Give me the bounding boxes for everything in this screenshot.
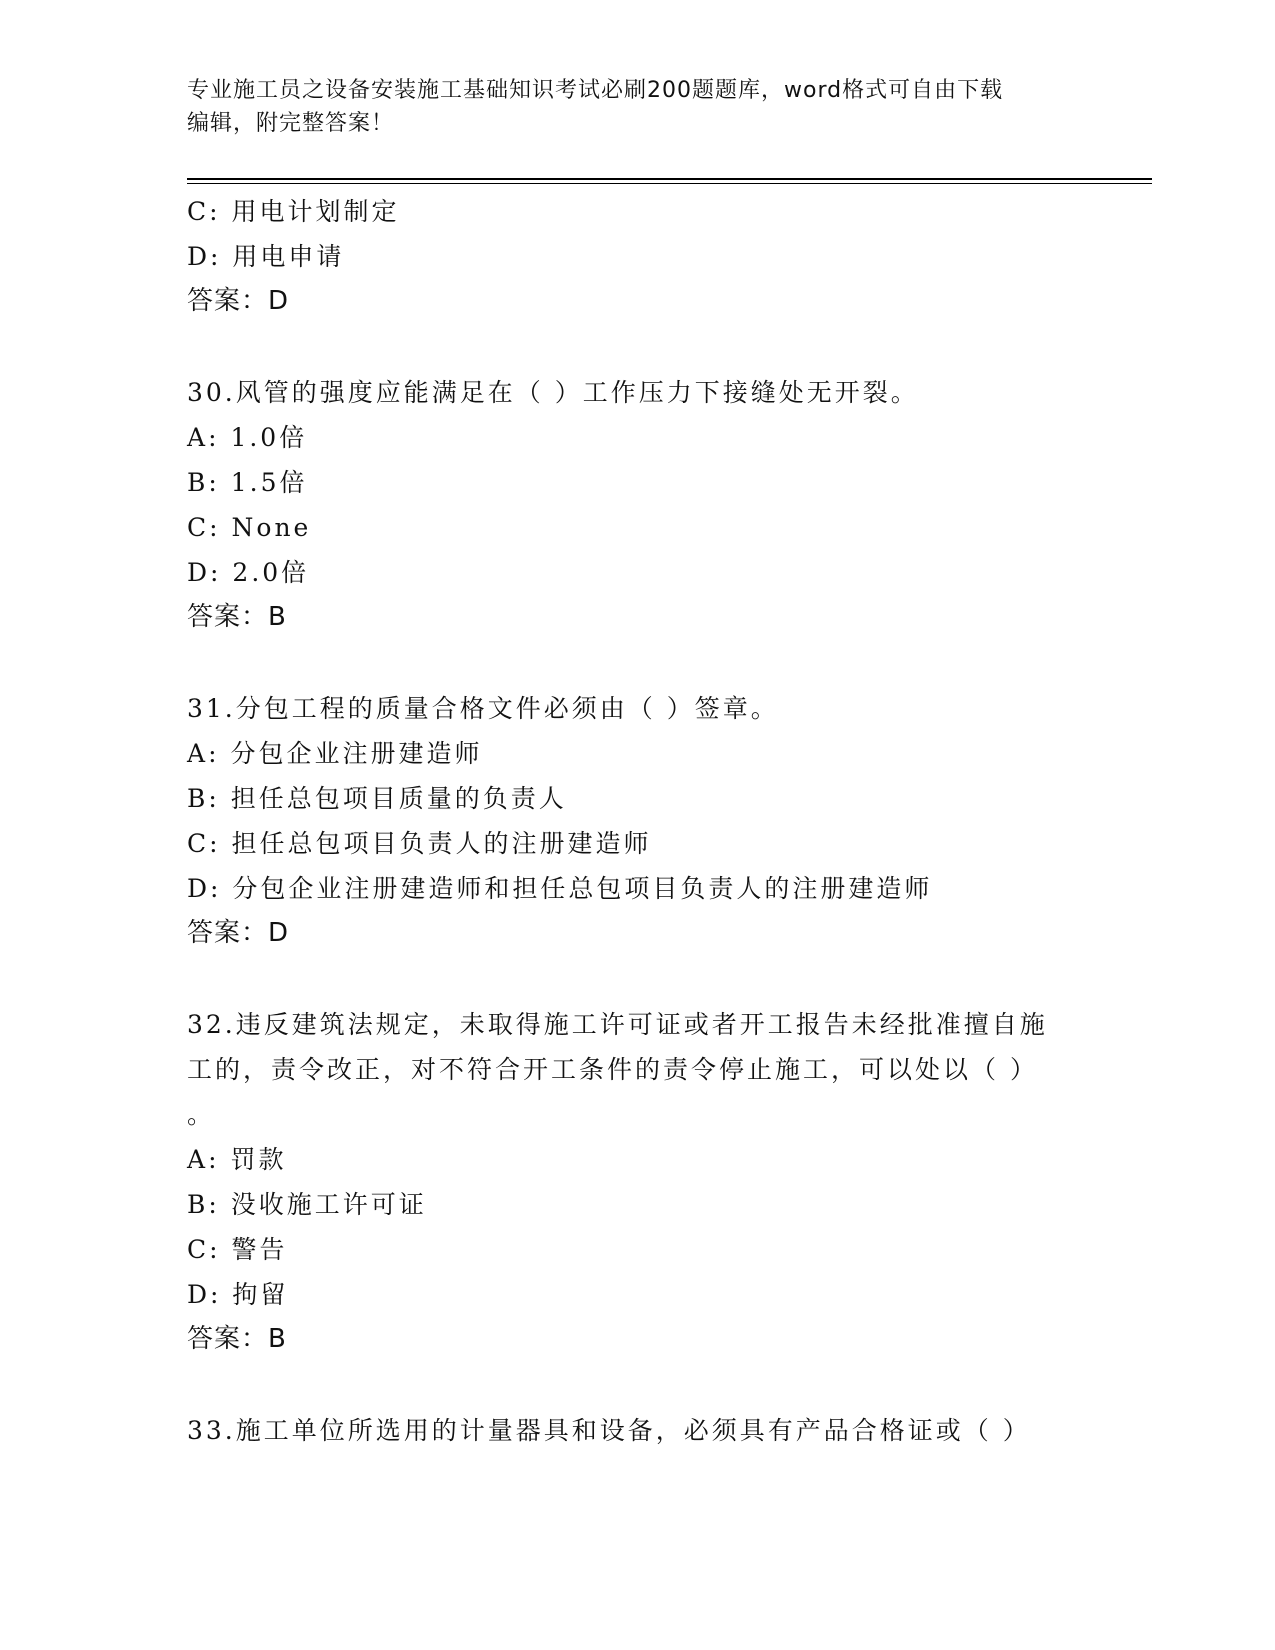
header-divider-thick [187,178,1152,180]
question-31 [187,686,1087,956]
option-c: C: 警告 [187,1235,288,1264]
question-stem: 33.施工单位所选用的计量器具和设备，必须具有产品合格证或（ ） [187,1416,1031,1445]
answer-value: B [268,1324,287,1354]
header-title-line-2: 编辑，附完整答案！ [187,111,395,136]
question-29-tail [187,189,1087,324]
question-stem: 30.风管的强度应能满足在（ ）工作压力下接缝处无开裂。 [187,378,919,407]
option-c: C: 用电计划制定 [187,197,400,226]
question-30 [187,370,1087,640]
option-d: D: 用电申请 [187,242,345,271]
option-d: D: 拘留 [187,1280,289,1309]
header-divider-thin [187,183,1152,184]
option-b: B: 担任总包项目质量的负责人 [187,784,567,813]
option-a: A: 1.0倍 [187,423,308,452]
answer-line: 答案：D [187,286,290,316]
option-d: D: 分包企业注册建造师和担任总包项目负责人的注册建造师 [187,874,933,903]
answer-value: B [268,602,287,632]
option-d: D: 2.0倍 [187,558,310,587]
question-stem-line-2: 工的，责令改正，对不符合开工条件的责令停止施工，可以处以（ ） [187,1055,1038,1084]
answer-value: D [268,918,290,948]
question-32 [187,1002,1087,1362]
answer-line: 答案：B [187,602,287,632]
option-b: B: 1.5倍 [187,468,308,497]
option-a: A: 罚款 [187,1145,287,1174]
document-header [187,74,1067,140]
answer-value: D [268,286,290,316]
question-stem-line-1: 32.违反建筑法规定，未取得施工许可证或者开工报告未经批准擅自施 [187,1010,1048,1039]
option-c: C: None [187,513,312,542]
option-b: B: 没收施工许可证 [187,1190,427,1219]
answer-line: 答案：D [187,918,290,948]
question-stem-line-3: 。 [187,1100,216,1129]
question-list [187,189,1087,1453]
question-33 [187,1408,1087,1453]
option-c: C: 担任总包项目负责人的注册建造师 [187,829,652,858]
header-title-line-1: 专业施工员之设备安装施工基础知识考试必刷200题题库，word格式可自由下载 [187,78,1004,103]
answer-line: 答案：B [187,1324,287,1354]
option-a: A: 分包企业注册建造师 [187,739,483,768]
question-stem: 31.分包工程的质量合格文件必须由（ ）签章。 [187,694,779,723]
